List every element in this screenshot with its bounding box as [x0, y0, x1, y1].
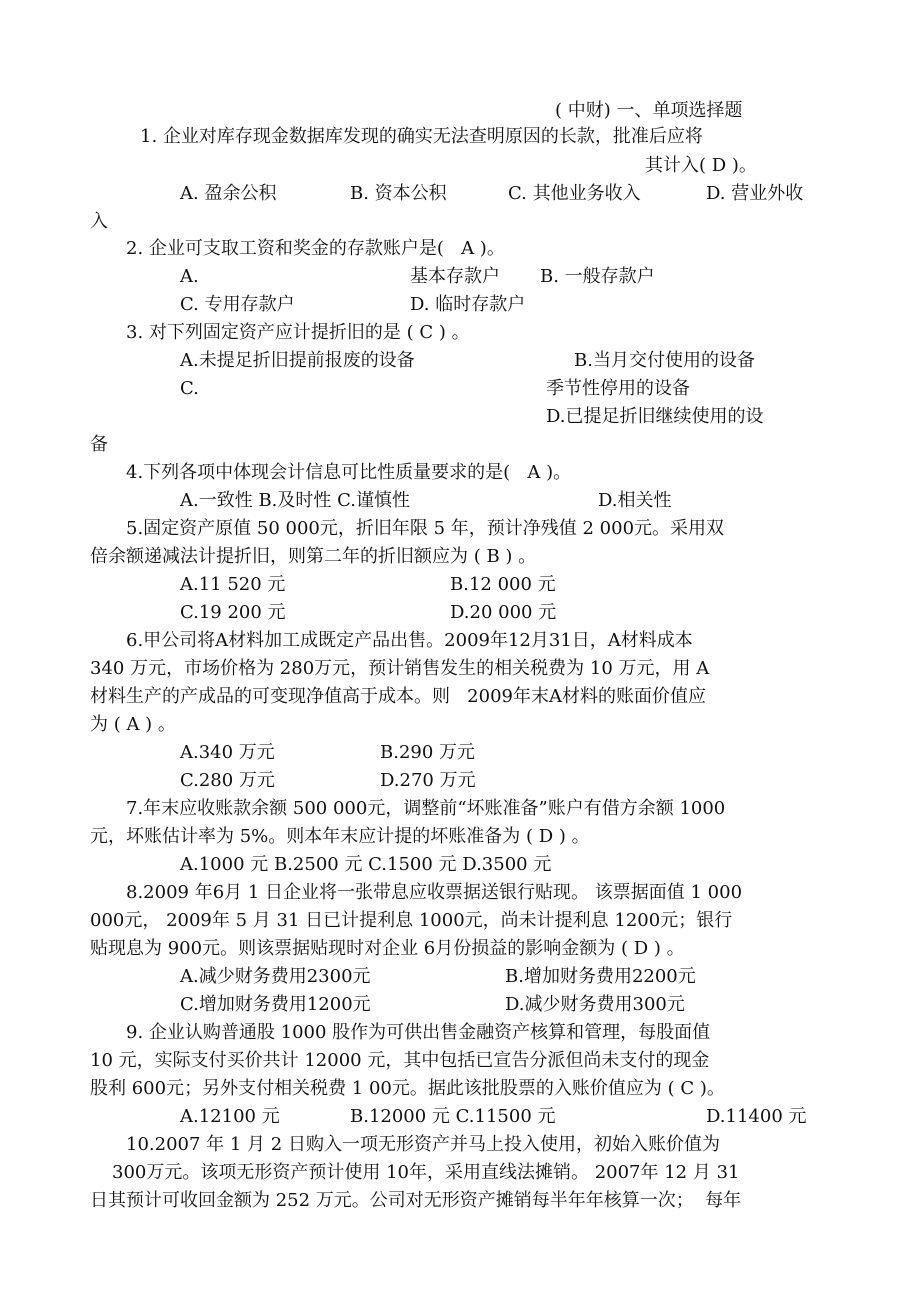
- question-3-option-c-text: 季节性停用的设备: [546, 378, 690, 399]
- question-8-option-b: B.增加财务费用2200元: [505, 966, 696, 987]
- question-1-option-a: A. 盈余公积: [180, 183, 277, 204]
- question-10-line-3: 日其预计可收回金额为 252 万元。公司对无形资产摊销每半年年核算一次； 每年: [90, 1190, 742, 1211]
- question-6-line-3: 材料生产的产成品的可变现净值高于成本。则 2009年末A材料的账面价值应: [90, 686, 706, 707]
- question-1-option-d-wrap: 入: [90, 211, 108, 232]
- question-10-line-1: 10.2007 年 1 月 2 日购入一项无形资产并马上投入使用，初始入账价值为: [126, 1134, 720, 1155]
- question-4-options-abc: A.一致性 B.及时性 C.谨慎性: [180, 490, 410, 511]
- question-10-line-2: 300万元。该项无形资产预计使用 10年，采用直线法摊销。 2007年 12 月 31: [112, 1162, 740, 1183]
- question-3-option-c: C.: [180, 378, 199, 399]
- question-6-line-1: 6.甲公司将A材料加工成既定产品出售。2009年12月31日，A材料成本: [126, 630, 693, 651]
- question-8-option-c: C.增加财务费用1200元: [180, 994, 371, 1015]
- question-5-option-c: C.19 200 元: [180, 602, 286, 623]
- question-1-line-1: 1. 企业对库存现金数据库发现的确实无法查明原因的长款，批准后应将: [140, 126, 703, 147]
- question-5-option-d: D.20 000 元: [450, 602, 557, 623]
- question-6-option-d: D.270 万元: [380, 770, 476, 791]
- question-6-option-a: A.340 万元: [180, 742, 275, 763]
- question-9-option-a: A.12100 元: [180, 1106, 280, 1127]
- question-6-line-2: 340 万元，市场价格为 280万元，预计销售发生的相关税费为 10 万元，用 A: [90, 658, 710, 679]
- question-8-option-d: D.减少财务费用300元: [505, 994, 685, 1015]
- question-1-option-b: B. 资本公积: [350, 183, 447, 204]
- question-7-options: A.1000 元 B.2500 元 C.1500 元 D.3500 元: [180, 854, 552, 875]
- question-2-option-a-text: 基本存款户: [410, 266, 500, 287]
- question-9-option-d: D.11400 元: [706, 1106, 807, 1127]
- question-2-option-c: C. 专用存款户: [180, 294, 295, 315]
- question-9-line-3: 股利 600元；另外支付相关税费 1 00元。据此该批股票的入账价值应为 ( C )。: [90, 1078, 725, 1099]
- question-9-line-1: 9. 企业认购普通股 1000 股作为可供出售金融资产核算和管理，每股面值: [126, 1022, 711, 1043]
- question-7-line-2: 元，坏账估计率为 5%。则本年末应计提的坏账准备为 ( D ) 。: [90, 826, 590, 847]
- question-6-option-b: B.290 万元: [380, 742, 476, 763]
- question-5-option-b: B.12 000 元: [450, 574, 556, 595]
- question-3-option-d: D.已提足折旧继续使用的设: [546, 406, 764, 427]
- question-6-option-c: C.280 万元: [180, 770, 275, 791]
- question-3-option-a: A.未提足折旧提前报废的设备: [180, 350, 415, 371]
- question-1-option-d: D. 营业外收: [706, 183, 804, 204]
- question-3-option-d-wrap: 备: [90, 434, 108, 455]
- question-3-line-1: 3. 对下列固定资产应计提折旧的是 ( C ) 。: [126, 322, 470, 343]
- question-1-line-2: 其计入( D )。: [645, 155, 757, 176]
- question-2-option-b: B. 一般存款户: [540, 266, 655, 287]
- question-3-option-b: B.当月交付使用的设备: [574, 350, 755, 371]
- question-5-option-a: A.11 520 元: [180, 574, 286, 595]
- question-2-option-d: D. 临时存款户: [410, 294, 526, 315]
- question-4-line-1: 4.下列各项中体现会计信息可比性质量要求的是( A )。: [126, 462, 572, 483]
- question-5-line-1: 5.固定资产原值 50 000元，折旧年限 5 年，预计净残值 2 000元。采用双: [126, 518, 725, 539]
- question-2-line-1: 2. 企业可支取工资和奖金的存款账户是( A )。: [126, 238, 505, 259]
- question-8-line-3: 贴现息为 900元。则该票据贴现时对企业 6月份损益的影响金额为 ( D ) 。: [90, 938, 685, 959]
- question-1-option-c: C. 其他业务收入: [508, 183, 641, 204]
- section-header: ( 中财) 一、单项选择题: [555, 100, 743, 121]
- question-4-option-d: D.相关性: [598, 490, 672, 511]
- question-7-line-1: 7.年末应收账款余额 500 000元，调整前“坏账准备”账户有借方余额 1000: [126, 798, 726, 819]
- question-8-option-a: A.减少财务费用2300元: [180, 966, 371, 987]
- question-6-line-4: 为 ( A ) 。: [90, 714, 176, 735]
- question-8-line-2: 000元， 2009年 5 月 31 日已计提利息 1000元，尚未计提利息 1200元；银行: [90, 910, 733, 931]
- question-5-line-2: 倍余额递减法计提折旧，则第二年的折旧额应为 ( B ) 。: [90, 546, 537, 567]
- question-8-line-1: 8.2009 年6月 1 日企业将一张带息应收票据送银行贴现。 该票据面值 1 000: [126, 882, 743, 903]
- question-9-line-2: 10 元，实际支付买价共计 12000 元，其中包括已宣告分派但尚未支付的现金: [90, 1050, 710, 1071]
- question-9-options-bc: B.12000 元 C.11500 元: [350, 1106, 556, 1127]
- question-2-option-a: A.: [180, 266, 199, 287]
